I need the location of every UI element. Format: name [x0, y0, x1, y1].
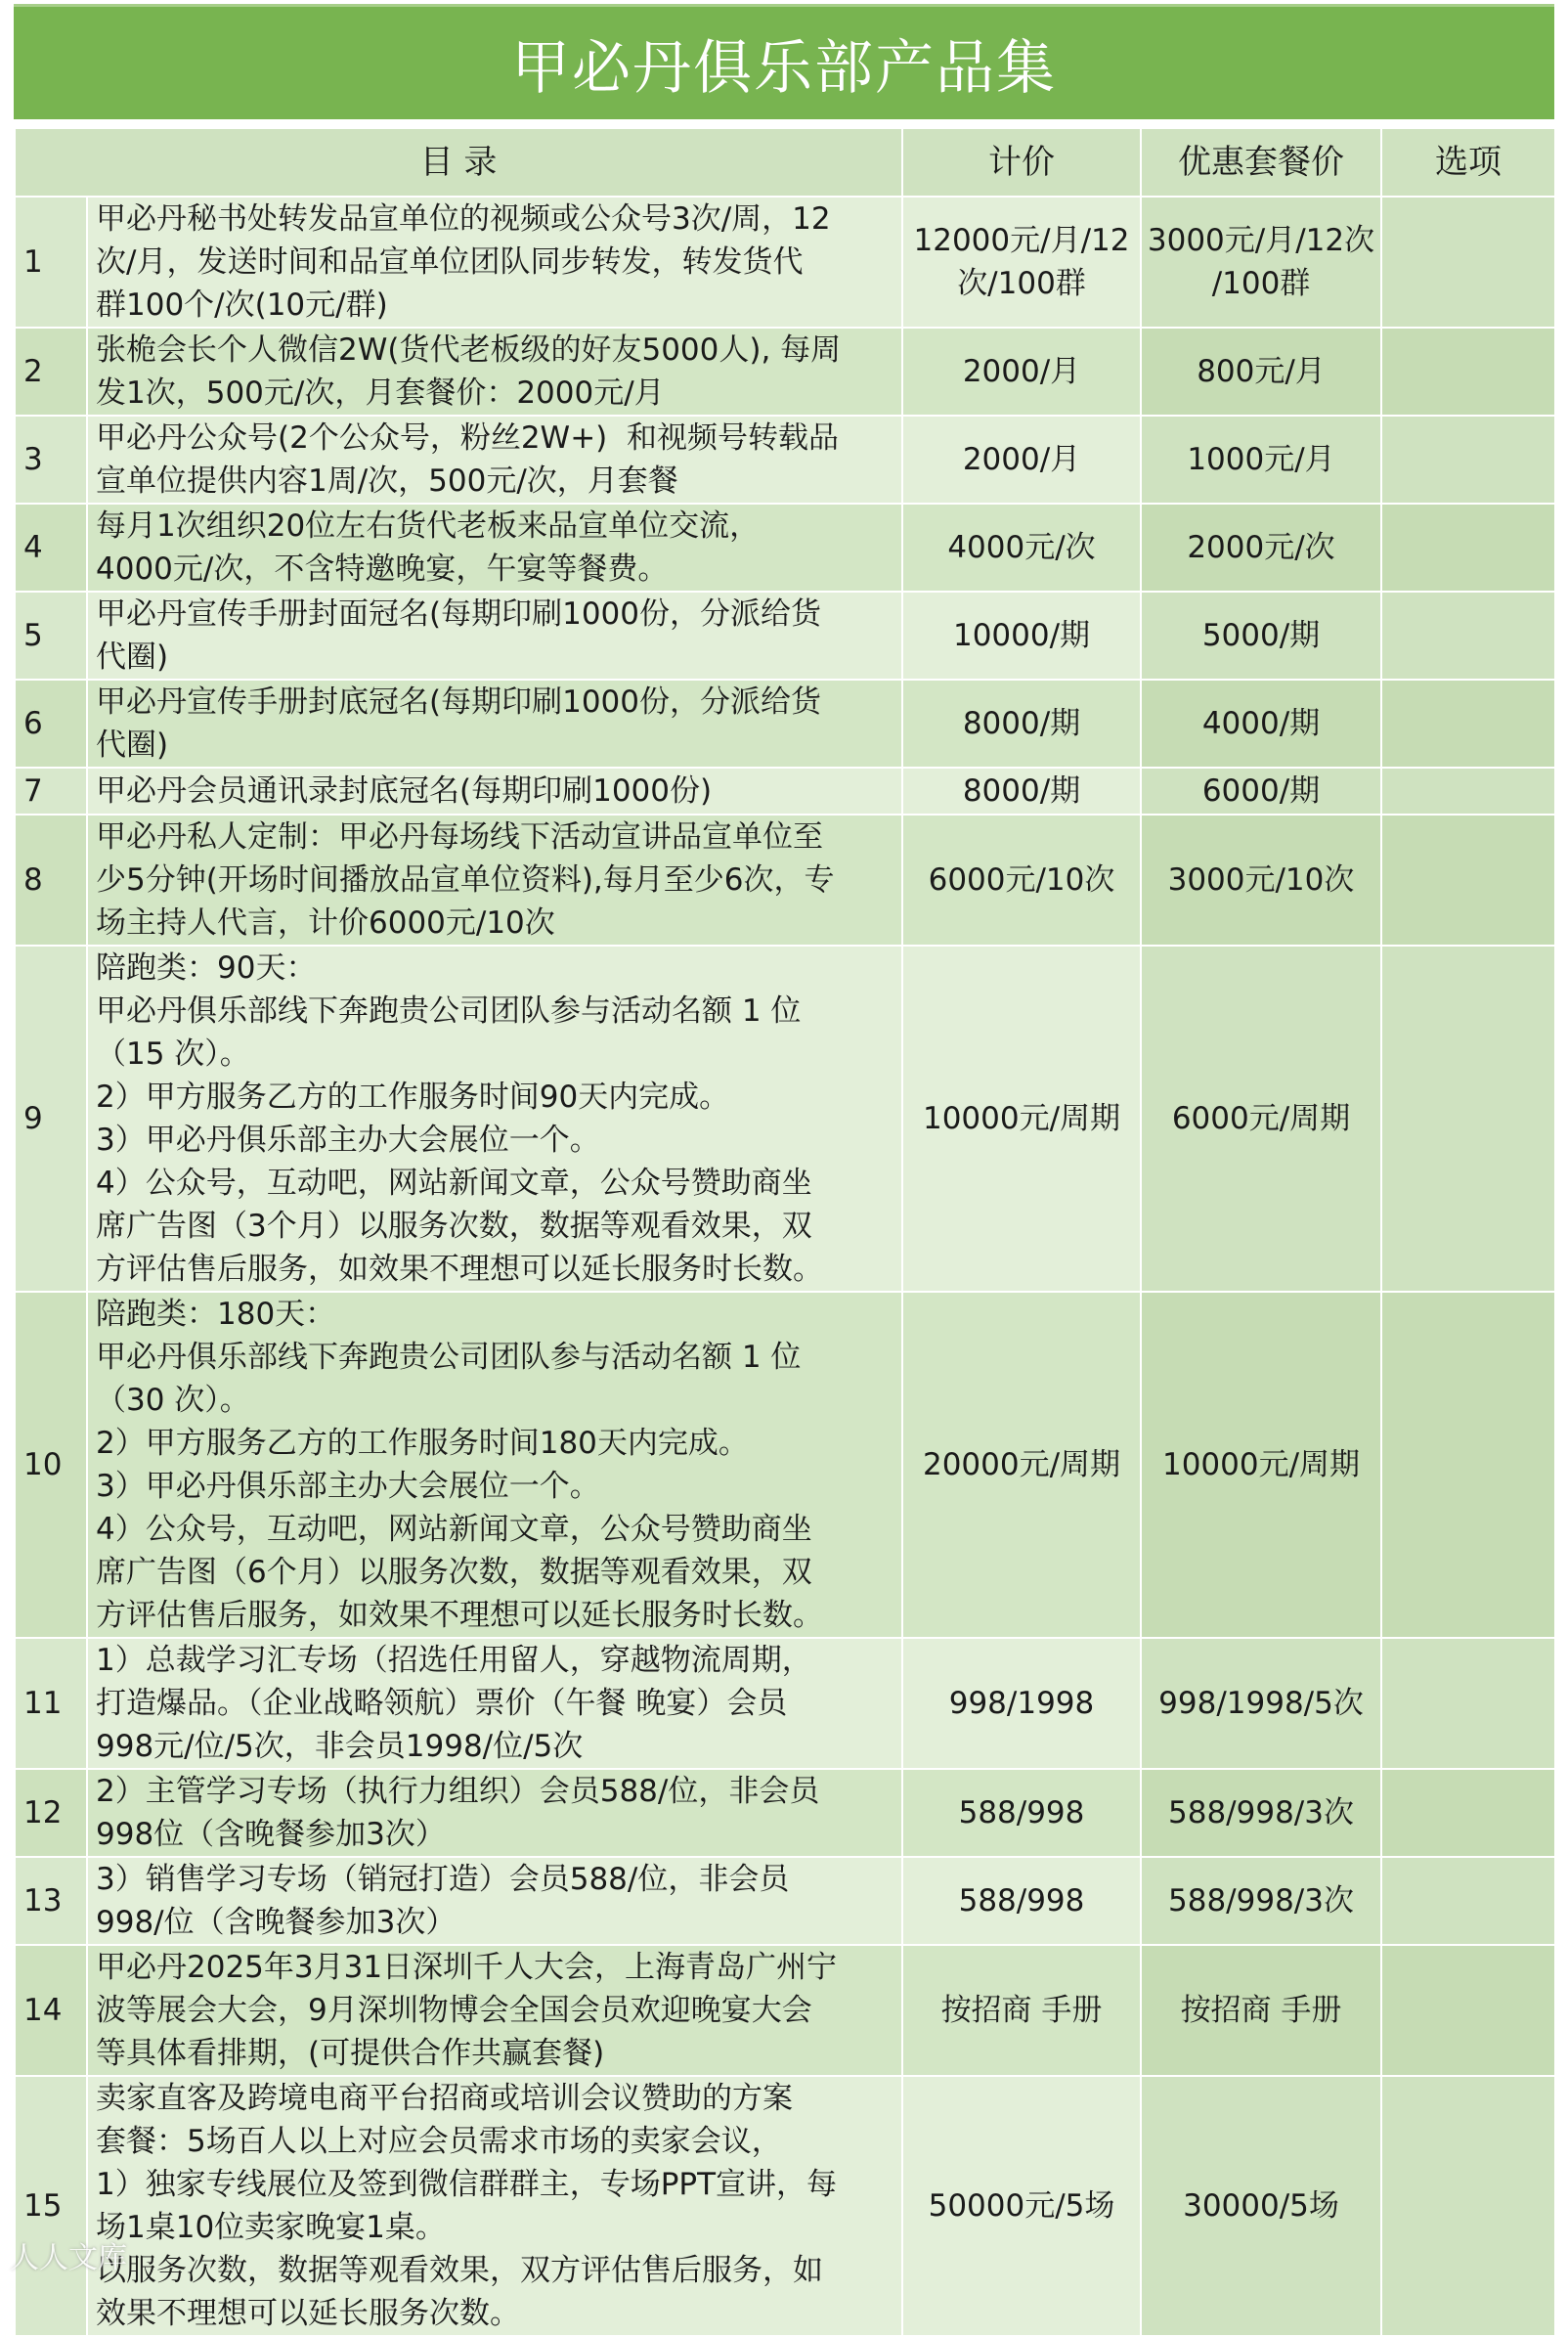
row-offer: 6000元/周期 [1141, 946, 1381, 1292]
row-description: 3）销售学习专场（销冠打造）会员588/位，非会员 998/位（含晚餐参加3次） [87, 1857, 902, 1945]
row-number: 5 [15, 592, 87, 680]
row-description: 甲必丹宣传手册封底冠名(每期印刷1000份，分派给货 代圈) [87, 680, 902, 768]
row-number: 3 [15, 416, 87, 504]
table-row [15, 1857, 1555, 1945]
row-option[interactable] [1381, 2076, 1555, 2336]
header-price: 计价 [902, 128, 1141, 197]
row-number: 7 [15, 768, 87, 815]
table-row [15, 328, 1555, 416]
row-price: 4000元/次 [902, 504, 1141, 592]
row-offer: 6000/期 [1141, 768, 1381, 815]
table-row [15, 1769, 1555, 1857]
row-offer: 2000元/次 [1141, 504, 1381, 592]
table-row [15, 504, 1555, 592]
row-description: 卖家直客及跨境电商平台招商或培训会议赞助的方案 套餐：5场百人以上对应会员需求市场的卖家会议， 1）独家专线展位及签到微信群群主，专场PPT宣讲，每 场1桌10位卖家晚宴1桌。 以服务次数，数据等观看效果，双方评估售后服务，如 效果不理想可以延长服务次数。 [87, 2076, 902, 2336]
row-option[interactable] [1381, 504, 1555, 592]
table-row [15, 815, 1555, 946]
table-row [15, 946, 1555, 1292]
row-number: 11 [15, 1638, 87, 1769]
page-title: 甲必丹俱乐部产品集 [511, 33, 1057, 103]
row-price: 6000元/10次 [902, 815, 1141, 946]
row-offer: 3000元/10次 [1141, 815, 1381, 946]
row-price: 按招商 手册 [902, 1945, 1141, 2076]
header-offer: 优惠套餐价 [1141, 128, 1381, 197]
product-table [14, 127, 1556, 2337]
row-option[interactable] [1381, 197, 1555, 328]
row-option[interactable] [1381, 1769, 1555, 1857]
row-description: 2）主管学习专场（执行力组织）会员588/位，非会员 998位（含晚餐参加3次） [87, 1769, 902, 1857]
row-option[interactable] [1381, 416, 1555, 504]
row-description: 陪跑类：90天： 甲必丹俱乐部线下奔跑贵公司团队参与活动名额 1 位 （15 次）。 2）甲方服务乙方的工作服务时间90天内完成。 3）甲必丹俱乐部主办大会展位一个。 4）公众号，互动吧，网站新闻文章，公众号赞助商坐 席广告图（3个月）以服务次数，数据等观看效果，双 方评估售后服务，如效果不理想可以延长服务时长数。 [87, 946, 902, 1292]
row-price: 998/1998 [902, 1638, 1141, 1769]
row-number: 2 [15, 328, 87, 416]
row-offer: 588/998/3次 [1141, 1857, 1381, 1945]
row-price: 2000/月 [902, 416, 1141, 504]
watermark: 人人文库 [10, 2241, 127, 2275]
row-offer: 5000/期 [1141, 592, 1381, 680]
row-price: 8000/期 [902, 680, 1141, 768]
row-description: 张桅会长个人微信2W(货代老板级的好友5000人), 每周 发1次，500元/次，月套餐价：2000元/月 [87, 328, 902, 416]
row-option[interactable] [1381, 1638, 1555, 1769]
table-row [15, 768, 1555, 815]
row-description: 甲必丹秘书处转发品宣单位的视频或公众号3次/周，12 次/月，发送时间和品宣单位团队同步转发，转发货代 群100个/次(10元/群) [87, 197, 902, 328]
row-option[interactable] [1381, 815, 1555, 946]
row-option[interactable] [1381, 946, 1555, 1292]
table-row [15, 2076, 1555, 2336]
row-description: 甲必丹会员通讯录封底冠名(每期印刷1000份) [87, 768, 902, 815]
table-row [15, 1292, 1555, 1638]
row-offer: 588/998/3次 [1141, 1769, 1381, 1857]
table-row [15, 680, 1555, 768]
row-number: 10 [15, 1292, 87, 1638]
row-offer: 10000元/周期 [1141, 1292, 1381, 1638]
row-description: 1）总裁学习汇专场（招选任用留人，穿越物流周期， 打造爆品。（企业战略领航）票价（午餐 晚宴）会员 998元/位/5次，非会员1998/位/5次 [87, 1638, 902, 1769]
header-row [15, 128, 1555, 197]
row-description: 陪跑类：180天： 甲必丹俱乐部线下奔跑贵公司团队参与活动名额 1 位 （30 次）。 2）甲方服务乙方的工作服务时间180天内完成。 3）甲必丹俱乐部主办大会展位一个。 4）公众号，互动吧，网站新闻文章，公众号赞助商坐 席广告图（6个月）以服务次数，数据等观看效果，双 方评估售后服务，如效果不理想可以延长服务时长数。 [87, 1292, 902, 1638]
table-row [15, 1638, 1555, 1769]
row-price: 12000元/月/12 次/100群 [902, 197, 1141, 328]
title-bar [14, 4, 1554, 119]
row-number: 14 [15, 1945, 87, 2076]
header-option: 选项 [1381, 128, 1555, 197]
row-number: 4 [15, 504, 87, 592]
row-price: 8000/期 [902, 768, 1141, 815]
row-number: 1 [15, 197, 87, 328]
row-option[interactable] [1381, 768, 1555, 815]
row-offer: 3000元/月/12次 /100群 [1141, 197, 1381, 328]
row-offer: 800元/月 [1141, 328, 1381, 416]
row-number: 9 [15, 946, 87, 1292]
row-description: 每月1次组织20位左右货代老板来品宣单位交流， 4000元/次，不含特邀晚宴，午宴等餐费。 [87, 504, 902, 592]
row-number: 15 [15, 2076, 87, 2336]
row-price: 50000元/5场 [902, 2076, 1141, 2336]
row-offer: 30000/5场 [1141, 2076, 1381, 2336]
row-number: 12 [15, 1769, 87, 1857]
row-option[interactable] [1381, 680, 1555, 768]
row-option[interactable] [1381, 328, 1555, 416]
table-row [15, 197, 1555, 328]
row-offer: 998/1998/5次 [1141, 1638, 1381, 1769]
row-offer: 按招商 手册 [1141, 1945, 1381, 2076]
row-price: 20000元/周期 [902, 1292, 1141, 1638]
row-option[interactable] [1381, 1857, 1555, 1945]
row-description: 甲必丹公众号(2个公众号，粉丝2W+) 和视频号转载品 宣单位提供内容1周/次，500元/次，月套餐 [87, 416, 902, 504]
row-description: 甲必丹宣传手册封面冠名(每期印刷1000份，分派给货 代圈) [87, 592, 902, 680]
row-offer: 1000元/月 [1141, 416, 1381, 504]
row-number: 6 [15, 680, 87, 768]
row-price: 10000元/周期 [902, 946, 1141, 1292]
table-row [15, 416, 1555, 504]
row-option[interactable] [1381, 1292, 1555, 1638]
row-offer: 4000/期 [1141, 680, 1381, 768]
row-description: 甲必丹私人定制：甲必丹每场线下活动宣讲品宣单位至 少5分钟(开场时间播放品宣单位资料),每月至少6次，专 场主持人代言，计价6000元/10次 [87, 815, 902, 946]
row-option[interactable] [1381, 592, 1555, 680]
header-catalog: 目 录 [15, 128, 902, 197]
row-description: 甲必丹2025年3月31日深圳千人大会，上海青岛广州宁 波等展会大会，9月深圳物博会全国会员欢迎晚宴大会 等具体看排期，(可提供合作共赢套餐) [87, 1945, 902, 2076]
row-price: 10000/期 [902, 592, 1141, 680]
row-price: 588/998 [902, 1857, 1141, 1945]
row-price: 2000/月 [902, 328, 1141, 416]
row-number: 8 [15, 815, 87, 946]
table-row [15, 592, 1555, 680]
row-number: 13 [15, 1857, 87, 1945]
row-option[interactable] [1381, 1945, 1555, 2076]
row-price: 588/998 [902, 1769, 1141, 1857]
table-row [15, 1945, 1555, 2076]
